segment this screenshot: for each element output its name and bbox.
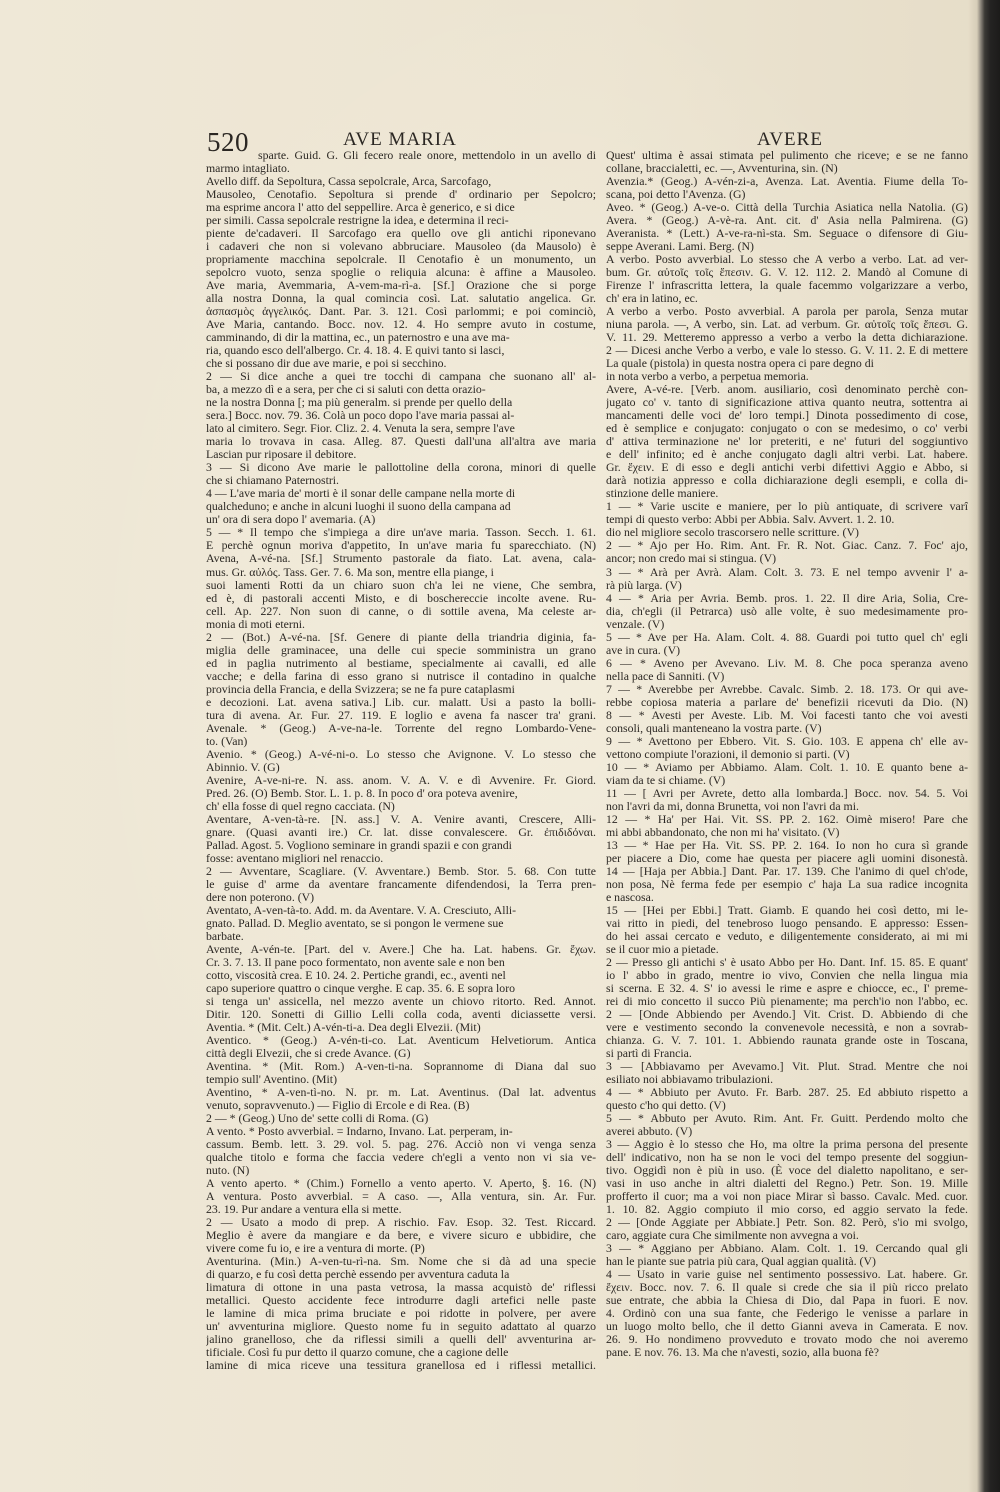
- left-column-line: [206, 722, 596, 735]
- text-line-content: sue entrate, che abbia la Chiesa di Dio, dal Papa in fuori. E nov.: [606, 1293, 968, 1308]
- text-line-content: Averanista. * (Lett.) A-ve-ra-nì-sta. Sm. Seguace o difensore di Giu-: [606, 226, 968, 241]
- text-line-content: lamine di mica riceve una tessitura granellosa ed i riflessi metallici.: [206, 1358, 596, 1373]
- text-line-content: ed è semplice e conjugato: conjugato o con se medesimo, o co' verbi: [606, 421, 968, 436]
- right-column-line: [606, 683, 968, 696]
- text-line-content: 2 — Si dice anche a quei tre tocchi di campana che suonano all' al-: [206, 369, 596, 384]
- text-line-content: A verbo a verbo. Posto avverbial. A parola per parola, Senza mutar: [606, 304, 968, 319]
- text-line-content: Firenze l' infrascritta lettera, la quale facemmo volgarizzare a verbo,: [606, 278, 968, 293]
- text-line-content: A vento. * Posto avverbial. = Indarno, Invano. Lat. perperam, in-: [206, 1124, 513, 1139]
- text-line-content: non posa, Nè ferma fede per esempio c' haja La sua radice incognita: [606, 876, 968, 891]
- text-line-content: consoli, quali manteneano la vostra parte. (V): [606, 720, 822, 735]
- text-line-content: città degli Elvezii, che si crede Avance. (G): [206, 1046, 411, 1061]
- right-running-head: AVERE: [757, 129, 823, 150]
- text-line-content: nella pace di Sanniti. (V): [606, 668, 725, 683]
- left-column-line: [206, 709, 596, 722]
- text-line-content: capo superiore quattro o cinque verghe. E cap. 35. 6. E sopra loro: [206, 981, 516, 995]
- text-line-content: d' attiva terminazione ne' lor preteriti, e ne' futuri del soggiuntivo: [606, 434, 968, 449]
- text-line-content: non l'avri da mi, donna Brunetta, voi non l'avri da mi.: [606, 798, 859, 813]
- text-line-content: 4 — Usato in varie guise nel sentimento possessivo. Lat. habere. Gr.: [606, 1267, 968, 1282]
- text-line-content: qualche titolo e forma che faccia vedere ch'egli a vento non vi sia ve-: [206, 1150, 596, 1165]
- text-line-content: Abinnio. V. (G): [206, 759, 280, 774]
- text-line-content: tificiale. Così fu pur detto il quarzo comune, che a cagione delle: [206, 1345, 509, 1360]
- text-line-content: si partì di Francia.: [606, 1046, 692, 1061]
- text-line-content: Mausoleo, Cenotafio. Sepoltura si prende d' ordinario per Sepolcro;: [206, 187, 596, 202]
- text-line-content: pane. E nov. 76. 13. Ma che n'avesti, sozio, alla buona fè?: [606, 1345, 879, 1360]
- text-line-content: collane, braccialetti, ec. —, Avventurina, sin. (N): [606, 161, 838, 176]
- left-text-column: [206, 149, 596, 1372]
- text-line-content: e dell' infinito; ed è anche conjugato dagli altri verbi. Lat. habere.: [606, 447, 968, 462]
- text-line-content: profferto il cuor; ma a voi non piace Mirar sì basso. Cavalc. Med. cuor.: [606, 1189, 968, 1204]
- text-line-content: dio nel migliore secolo trascorsero nelle scritture. (V): [606, 525, 859, 540]
- right-column-line: [606, 930, 968, 943]
- left-column-line: [206, 670, 596, 683]
- text-line-content: barbate.: [206, 928, 244, 943]
- text-line-content: Aventurina. (Min.) A-ven-tu-rì-na. Sm. Nome che si dà ad una specie: [206, 1254, 596, 1269]
- text-line-content: Aventino, * A-ven-tì-no. N. pr. m. Lat. Aventinus. (Dal lat. adventus: [206, 1085, 596, 1100]
- text-line-content: Aventina. * (Mit. Rom.) A-ven-ti-na. Soprannome di Diana dal suo: [206, 1059, 596, 1074]
- text-line-content: mi abbi abbandonato, che non mi ha' visitato. (V): [606, 824, 840, 839]
- text-line-content: bum. Gr. αὐτοῖς τοῖς ἔπεσιν. G. V. 12. 112. 2. Mandò al Comune di: [606, 265, 968, 280]
- text-line-content: marmo intagliato.: [206, 161, 290, 176]
- text-line-content: Avenzia.* (Geog.) A-vén-zi-a, Avenza. Lat. Aventia. Fiume della To-: [606, 174, 968, 189]
- text-line-content: un' ora di sera dopo l' avemaria. (A): [206, 512, 376, 527]
- text-line-content: Cr. 3. 7. 13. Il pane poco formentato, non avente sale e non ben: [206, 954, 505, 969]
- text-line-content: cassum. Bemb. lett. 3. 29. vol. 5. pag. 276. Acciò non vi venga senza: [206, 1137, 596, 1152]
- text-line-content: cell. Ap. 227. Non suon di canne, o di sottile avena, Ma celeste ar-: [206, 603, 596, 618]
- page-number: 520: [207, 127, 249, 157]
- left-column-line: [206, 748, 596, 761]
- left-column-line: [206, 904, 596, 917]
- left-column-line: [206, 761, 596, 774]
- text-line-content: ch' era in latino, ec.: [606, 291, 698, 306]
- text-line-content: seppe Averani. Lami. Berg. (N): [606, 239, 754, 254]
- text-line-content: ἀσπασμὸς ἀγγελικός. Dant. Par. 3. 121. Così parlommi; e poi cominciò,: [206, 304, 596, 319]
- left-column-line: [206, 579, 596, 592]
- left-column-line: [206, 852, 596, 865]
- text-line-content: monia di moti eterni.: [206, 616, 305, 631]
- text-line-content: 4 — * Abbiuto per Avuto. Fr. Barb. 287. 25. Ed abbiuto rispetto a: [606, 1085, 968, 1100]
- text-line-content: sera.] Bocc. nov. 79. 36. Colà un poco dopo l'ave maria passai al-: [206, 408, 515, 423]
- text-line-content: cotto, viscosità crea. E 10. 24. 2. Pertiche grandi, ec., aventi nel: [206, 967, 506, 982]
- text-line-content: 2 — (Bot.) A-vé-na. [Sf. Genere di piante della triandria diginia, fa-: [206, 629, 596, 644]
- right-column-line: [606, 787, 968, 800]
- left-column-line: [206, 605, 596, 618]
- right-column-line: [606, 592, 968, 605]
- left-column-line: [206, 865, 596, 878]
- text-line-content: han le piante sue patria più cara, Qual aggian qualità. (V): [606, 1254, 876, 1269]
- text-line-content: dell' indicativo, non ha se non le voci del tempo presente del soggiun-: [606, 1150, 968, 1165]
- text-line-content: in nota verbo a verbo, a perpetua memoria.: [606, 369, 809, 384]
- text-line-content: 3 — * Arà per Avrà. Alam. Colt. 3. 73. E nel tempo avvenir l' a-: [606, 564, 968, 579]
- text-line-content: vai ritto in piedi, del tenebroso luogo pensando. E appresso: Essen-: [606, 915, 968, 930]
- text-line-content: venuto, sopravvenuto.) — Figlio di Ercole e di Rea. (B): [206, 1098, 470, 1113]
- text-line-content: vivere come fu io, e ire a ventura di morte. (P): [206, 1241, 425, 1256]
- text-line-content: camminando, di dir la mattina, ec., un paternostro e una ave ma-: [206, 330, 510, 345]
- left-column-line: [206, 826, 596, 839]
- text-line-content: esiliato noi abbiavamo tribulazioni.: [606, 1072, 774, 1087]
- text-line-content: Avente, A-vén-te. [Part. del v. Avere.] Che ha. Lat. habens. Gr. ἔχων.: [206, 941, 596, 956]
- right-text-column: [606, 149, 968, 1359]
- text-line-content: 14 — [Haja per Abbia.] Dant. Par. 17. 139. Che l'animo di quel ch'ode,: [606, 863, 968, 878]
- text-line-content: dere non poterono. (V): [206, 889, 315, 904]
- text-line-content: 12 — * Ha' per Hai. Vit. SS. PP. 2. 162. Oimè misero! Pare che: [606, 811, 968, 826]
- text-line-content: A verbo. Posto avverbial. Lo stesso che A verbo a verbo. Lat. ad ver-: [606, 252, 968, 267]
- text-line-content: tempio sull' Aventino. (Mit): [206, 1072, 338, 1087]
- text-line-content: Aveo. * (Geog.) A-ve-o. Città della Turchia Asiatica nella Natolia. (G): [606, 200, 968, 215]
- text-line-content: 9 — * Avettono per Ebbero. Vit. S. Gio. 103. E appena ch' elle av-: [606, 733, 968, 748]
- right-column-line: [606, 605, 968, 618]
- text-line-content: jugato co' v. tanto di significazione attiva quanto neutra, sottentra ai: [606, 395, 968, 410]
- left-column-line: [206, 657, 596, 670]
- text-line-content: 1. 10. 82. Aggio compiuto il mio corso, ed aggio servato la fede.: [606, 1202, 968, 1217]
- left-column-line: [206, 800, 596, 813]
- left-column-line: [206, 839, 596, 852]
- text-line-content: propriamente macchina sepolcrale. Il Cenotafio è un monumento, un: [206, 252, 596, 267]
- text-line-content: per piacere a Dio, come hae questa per piacere agli uomini disonestà.: [606, 850, 968, 865]
- text-line-content: 11 — [ Avri per Avrete, detto alla lombarda.] Bocc. nov. 54. 5. Voi: [606, 785, 968, 800]
- text-line-content: qualcheduno; e anche in alcuni luoghi il suono della campana ad: [206, 499, 511, 514]
- right-column-line: [606, 761, 968, 774]
- text-line-content: vacche; e della farina di esso grano si nutrisce il contadino in qualche: [206, 668, 596, 683]
- text-line-content: chianza. G. V. 7. 101. 1. Abbiendo raunata grande oste in Toscana,: [606, 1033, 968, 1048]
- text-line-content: rebbe copiosa materia a parlare de' benefizii ricevuti da Dio. (N): [606, 694, 968, 709]
- text-line-content: 2 — Dicesi anche Verbo a verbo, e vale lo stesso. G. V. 11. 2. E di mettere: [606, 343, 968, 358]
- text-line-content: 3 — * Aggiano per Abbiano. Alam. Colt. 1. 19. Cercando qual gli: [606, 1241, 968, 1256]
- left-column-line: [206, 631, 596, 644]
- left-column-line: [206, 891, 596, 904]
- text-line-content: do hei assai cercato e veduto, e diligentemente considerato, ai mi mi: [606, 928, 968, 943]
- text-line-content: 1 — * Varie uscite e maniere, per lo più antiquate, di scrivere varî: [606, 499, 968, 514]
- left-column-line: [206, 1151, 596, 1164]
- text-line-content: tivo. Oggidì non è più in uso. (È voce del dialetto napolitano, e ser-: [606, 1163, 968, 1178]
- text-line-content: e nascosa.: [606, 889, 654, 904]
- text-line-content: tempi di questo verbo: Abbi per Abbia. Salv. Avvert. 1. 2. 10.: [606, 512, 895, 527]
- text-line-content: 4 — * Aria per Avria. Bemb. pros. 1. 22. Il dire Aria, Solia, Cre-: [606, 590, 968, 605]
- text-line-content: questo c'ho qui detto. (V): [606, 1098, 726, 1113]
- right-column-line: [606, 579, 968, 592]
- right-column-line: [606, 631, 968, 644]
- text-line-content: A ventura. Posto avverbial. = A caso. —, Alla ventura, sin. Ar. Fur.: [206, 1189, 596, 1204]
- right-column-line: [606, 904, 968, 917]
- text-line-content: niuna parola. —, A verbo, sin. Lat. ad verbum. Gr. αὐτοῖς τοῖς ἔπεσι. G.: [606, 317, 968, 332]
- text-line-content: 3 — Si dicono Ave marie le pallottoline della corona, minori di quelle: [206, 460, 596, 475]
- text-line-content: Avere, A-vé-re. [Verb. anom. ausiliario, così denominato perchè con-: [606, 382, 968, 397]
- text-line-content: caro, aggiate cura Che similmente non avvegna a voi.: [606, 1228, 859, 1243]
- text-line-content: Avello diff. da Sepoltura, Cassa sepolcrale, Arca, Sarcofago,: [206, 174, 492, 189]
- right-column-line: [606, 735, 968, 748]
- right-column-line: [606, 709, 968, 722]
- text-line-content: di quarzo, e fu così detta perchè essendo per avventura caduta la: [206, 1267, 510, 1282]
- text-line-content: 5 — * Ave per Ha. Alam. Colt. 4. 88. Guardi poi tutto quel ch' egli: [606, 629, 968, 644]
- right-column-line: [606, 839, 968, 852]
- text-line-content: si tenga un' assicella, nel mezzo avente un chiovo ritorto. Red. Annot.: [206, 994, 596, 1009]
- text-line-content: ancor; non credo mai si stingua. (V): [606, 551, 777, 566]
- left-column-line: [206, 618, 596, 631]
- text-line-content: maria lo trovava in casa. Alleg. 87. Questi dall'una all'altra ave maria: [206, 434, 596, 449]
- left-column-line: [206, 1359, 596, 1372]
- text-line-content: Pallad. Agost. 5. Vogliono seminare in grandi spazii e con grandi: [206, 837, 512, 852]
- text-line-content: jalino granelloso, che da riflessi simili a quelli dell' avventurina ar-: [206, 1332, 596, 1347]
- text-line-content: metallici. Questo accidente fece introdurre dagli artefici nelle paste: [206, 1293, 596, 1308]
- text-line-content: stinzione delle maniere.: [606, 486, 719, 501]
- text-line-content: 26. 9. Ho nondimeno provveduto e trovato modo che noi averemo: [606, 1332, 968, 1347]
- text-line-content: vere e vestimento secondo la convenevole necessità, e non a sovrab-: [606, 1020, 968, 1035]
- page-binding-shadow: [968, 0, 1000, 1492]
- text-line-content: ed in paglia nutrimento al bestiame, specialmente ai cavalli, ed alle: [206, 655, 596, 670]
- text-line-content: 5 — * Abbuto per Avuto. Rim. Ant. Fr. Guitt. Perdendo molto che: [606, 1111, 968, 1126]
- text-line-content: mus. Gr. αὐλός. Tass. Ger. 7. 6. Ma son, mentre ella piange, i: [206, 564, 494, 579]
- text-line-content: un luogo molto bello, che il detto Gianni aveva in Camerata. E nov.: [606, 1319, 968, 1334]
- text-line-content: Pred. 26. (O) Bemb. Stor. L. 1. p. 8. In poco d' ora poteva avenire,: [206, 785, 518, 800]
- right-column-line: [606, 1346, 968, 1359]
- text-line-content: 7 — * Averebbe per Avrebbe. Cavalc. Simb. 2. 18. 173. Or qui ave-: [606, 681, 968, 696]
- text-line-content: 13 — * Hae per Ha. Vit. SS. PP. 2. 164. Io non ho cura sì grande: [606, 837, 968, 852]
- text-line-content: ba, a mezzo dì e a sera, per che ci si saluti con detta orazio-: [206, 382, 486, 397]
- text-line-content: che si possano dir due ave marie, e poi si secchino.: [206, 356, 447, 371]
- text-line-content: 8 — * Avesti per Aveste. Lib. M. Voi facesti tanto che voi avesti: [606, 707, 968, 722]
- right-column-line: [606, 891, 968, 904]
- text-line-content: E perchè ognun moriva d'appetito, In un'ave maria fu sparecchiato. (N): [206, 538, 596, 553]
- text-line-content: ave in cura. (V): [606, 642, 681, 657]
- text-line-content: V. 11. 29. Metteremo appresso a verbo a verbo la detta dichiarazione.: [606, 330, 968, 345]
- text-line-content: ma esprime ancora l' atto del seppellire. Arca è generico, e si dice: [206, 200, 515, 215]
- text-line-content: 2 — Avventare, Scagliare. (V. Avventare.) Bemb. Stor. 5. 68. Con tutte: [206, 863, 596, 878]
- right-column-line: [606, 800, 968, 813]
- text-line-content: Avenio. * (Geog.) A-vé-ni-o. Lo stesso che Avignone. V. Lo stesso che: [206, 746, 596, 761]
- text-line-content: io l' abbo in grado, mentre io vivo, Convien che nella lingua mia: [606, 967, 968, 982]
- right-column-line: [606, 566, 968, 579]
- left-column-line: [206, 566, 596, 579]
- text-line-content: ne la nostra Donna [; ma più generalm. si prende per quello della: [206, 395, 513, 410]
- right-column-line: [606, 774, 968, 787]
- left-column-line: [206, 878, 596, 891]
- left-column-line: [206, 592, 596, 605]
- left-column-line: [206, 696, 596, 709]
- text-line-content: Meglio è avere da mangiare e da bere, e vivere sicuro e ubbidire, che: [206, 1228, 596, 1243]
- text-line-content: 6 — * Aveno per Avevano. Liv. M. 8. Che poca speranza aveno: [606, 655, 968, 670]
- text-line-content: 2 — Presso gli antichi s' è usato Abbo per Ho. Dant. Inf. 15. 85. E quant': [606, 954, 968, 969]
- text-line-content: limatura di ottone in una pasta vetrosa, la massa acquistò de' riflessi: [206, 1280, 596, 1295]
- text-line-content: Aventia. * (Mit. Celt.) A-vén-ti-a. Dea degli Elvezii. (Mit): [206, 1020, 481, 1035]
- text-line-content: scana, poi detto l'Avenza. (G): [606, 187, 746, 202]
- left-column-line: [206, 644, 596, 657]
- text-line-content: venzale. (V): [606, 616, 665, 631]
- right-column-line: [606, 644, 968, 657]
- text-line-content: 3 — Aggio è lo stesso che Ho, ma oltre la prima persona del presente: [606, 1137, 968, 1152]
- text-line-content: gnare. (Quasi avanti ire.) Cr. lat. disse convalescere. Gr. ἐπιδιδόναι.: [206, 824, 596, 839]
- text-line-content: le lamine di mica prima bruciate e poi ridotte in polvere, per avere: [206, 1306, 596, 1321]
- text-line-content: 23. 19. Pur andare a ventura ella si mette.: [206, 1202, 402, 1217]
- text-line-content: sepolcro vuoto, senza spoglie o reliquia alcuna: è affine a Mausoleo.: [206, 265, 596, 280]
- left-column-line: [206, 787, 596, 800]
- left-column-line: [206, 917, 596, 930]
- text-line-content: vasi in uso anche in altri dialetti del Regno.) Petr. Son. 19. Mille: [606, 1176, 968, 1191]
- left-column-line: [206, 735, 596, 748]
- text-line-content: che si chiamano Paternostri.: [206, 473, 340, 488]
- text-line-content: ἔχειν. Bocc. nov. 7. 6. Il quale si crede che sia il più ricco prelato: [606, 1280, 968, 1295]
- text-line-content: 3 — [Abbiavamo per Avevamo.] Vit. Plut. Strad. Mentre che noi: [606, 1059, 968, 1074]
- text-line-content: alla nostra Donna, la qual comincia così. Lat. salutatio angelica. Gr.: [206, 291, 596, 306]
- text-line-content: rei di mio concetto il succo Più pienamente; ma perch'io non l'abbo, ec.: [606, 994, 968, 1009]
- text-line-content: le guise d' arme da aventare francamente difendendosi, la Terra pren-: [206, 876, 596, 891]
- text-line-content: per simili. Cassa sepolcrale restrigne la idea, e determina il reci-: [206, 213, 509, 228]
- right-column-line: [606, 552, 968, 565]
- text-line-content: Gr. ἔχειν. E di esso e degli antichi verbi difettivi Aggio e Abbo, si: [606, 460, 968, 475]
- text-line-content: un' avventurina migliore. Questo nome fu in seguito adattato al quarzo: [206, 1319, 596, 1334]
- text-line-content: sparte. Guid. G. Gli fecero reale onore, mettendolo in un avello di: [258, 149, 596, 162]
- right-column-line: [606, 748, 968, 761]
- text-line-content: gnato. Pallad. D. Meglio aventato, se si pongon le vermene sue: [206, 915, 504, 930]
- text-line-content: nuto. (N): [206, 1163, 250, 1178]
- text-line-content: si scerna. E 32. 4. S' io avessi le rime e aspre e chiocce, ec., I' preme-: [606, 981, 968, 995]
- text-line-content: Ditir. 120. Sonetti di Gillio Lelli colla coda, aventi diciassette versi.: [206, 1007, 596, 1022]
- text-line-content: 4 — L'ave maria de' morti è il sonar delle campane nella morte di: [206, 486, 516, 501]
- right-column-line: [606, 917, 968, 930]
- right-column-line: [606, 618, 968, 631]
- text-line-content: mancamenti delle voci de' loro tempi.] Dinota possedimento di cose,: [606, 408, 968, 423]
- text-line-content: ed è, di pastorali accenti Misto, e di boschereccie incolte avene. Ru-: [206, 590, 596, 605]
- text-line-content: piente de'cadaveri. Il Sarcofago era quello ove gli antichi riponevano: [206, 226, 596, 241]
- text-line-content: 2 — Usato a modo di prep. A rischio. Fav. Esop. 32. Test. Riccard.: [206, 1215, 596, 1230]
- text-line-content: 15 — [Hei per Ebbi.] Tratt. Giamb. E quando hei così detto, mi le-: [606, 902, 968, 917]
- text-line-content: i cadaveri che non si volevano abbruciare. Mausoleo (da Mausolo) è: [206, 239, 596, 254]
- text-line-content: 2 — [Onde Abbiendo per Avendo.] Vit. Crist. D. Abbiendo di che: [606, 1007, 968, 1022]
- right-column-line: [606, 826, 968, 839]
- text-line-content: miglia delle graminacee, una delle cui specie somministra un grano: [206, 642, 596, 657]
- right-column-line: [606, 657, 968, 670]
- text-line-content: Aventico. * (Geog.) A-vén-ti-co. Lat. Aventicum Helvetiorum. Antica: [206, 1033, 596, 1048]
- left-running-head: AVE MARIA: [343, 129, 457, 150]
- text-line-content: Avera. * (Geog.) A-vè-ra. Ant. cit. d' Asia nella Palmirena. (G): [606, 213, 968, 228]
- text-line-content: 2 — * (Geog.) Uno de' sette colli di Roma. (G): [206, 1111, 429, 1126]
- text-line-content: La quale (pistola) in questa nostra opera ci pare degno di: [606, 356, 874, 371]
- text-line-content: 5 — * Il tempo che s'impiega a dire un'ave maria. Tasson. Secch. 1. 61.: [206, 525, 596, 540]
- text-line-content: Ave maria, Avemmaria, A-vem-ma-rì-a. [Sf.] Orazione che si porge: [206, 278, 596, 293]
- text-line-content: Quest' ultima è assai stimata pel pulimento che riceve; e se ne fanno: [606, 149, 968, 162]
- text-line-content: viam da te si chiame. (V): [606, 772, 726, 787]
- text-line-content: fosse: aventano migliori nel renaccio.: [206, 850, 384, 865]
- text-line-content: A vento aperto. * (Chim.) Fornello a vento aperto. V. Aperto, §. 16. (N): [206, 1176, 596, 1191]
- left-column-line: [206, 552, 596, 565]
- text-line-content: se il cuor mio a pietade.: [606, 941, 719, 956]
- right-column-line: [606, 696, 968, 709]
- text-line-content: Avenale. * (Geog.) A-ve-na-le. Torrente del regno Lombardo-Vene-: [206, 720, 596, 735]
- text-line-content: Aventare, A-ven-tà-re. [N. ass.] V. A. Venire avanti, Crescere, Alli-: [206, 811, 596, 826]
- text-line-content: averei abbuto. (V): [606, 1124, 693, 1139]
- text-line-content: 4. Ordinò con una sua fante, che Federigo le venisse a parlare in: [606, 1306, 968, 1321]
- left-column-line: [206, 683, 596, 696]
- left-column-line: [206, 813, 596, 826]
- text-line-content: Lascian pur riposare il debitore.: [206, 447, 357, 462]
- text-line-content: to. (Van): [206, 733, 248, 748]
- text-line-content: Avena, A-vé-na. [Sf.] Strumento pastorale da fiato. Lat. avena, cala-: [206, 551, 596, 566]
- text-line-content: Ave Maria, cantando. Bocc. nov. 12. 4. Ho sempre avuto in costume,: [206, 317, 596, 332]
- text-line-content: ch' ella fosse di quel regno cacciata. (N): [206, 798, 395, 813]
- text-line-content: 10 — * Aviamo per Abbiamo. Alam. Colt. 1. 10. E quanto bene a-: [606, 759, 968, 774]
- right-column-line: [606, 878, 968, 891]
- text-line-content: provincia della Francia, e della Svizzera; se ne fa pure cataplasmi: [206, 681, 515, 696]
- text-line-content: dia, ch'egli (il Petrarca) usò alle volte, è suo medesimamente pro-: [606, 603, 968, 618]
- text-line-content: 2 — [Onde Aggiate per Abbiate.] Petr. Son. 82. Però, s'io mi svolgo,: [606, 1215, 968, 1230]
- right-column-line: [606, 852, 968, 865]
- text-line-content: vettono compiute l'orazioni, il demonio si parti. (V): [606, 746, 850, 761]
- right-column-line: [606, 813, 968, 826]
- text-line-content: ria, quando esco dell'albergo. Cr. 4. 18. 4. E quivi tanto si lasci,: [206, 343, 505, 358]
- text-line-content: Aventato, A-ven-tà-to. Add. m. da Aventare. V. A. Cresciuto, Alli-: [206, 902, 517, 917]
- text-line-content: rà più larga. (V): [606, 577, 682, 592]
- right-column-line: [606, 722, 968, 735]
- text-line-content: e decozioni. Lat. avena sativa.] Lib. cur. malatt. Usi a pasto la bolli-: [206, 694, 596, 709]
- text-line-content: suoi lamenti Rotti da un chiaro suon ch'a lei ne viene, Che sembra,: [206, 577, 596, 592]
- right-column-line: [606, 865, 968, 878]
- right-column-line: [606, 670, 968, 683]
- text-line-content: 2 — * Ajo per Ho. Rim. Ant. Fr. R. Not. Giac. Canz. 7. Foc' ajo,: [606, 538, 968, 553]
- text-line-content: Avenire, A-ve-ni-re. N. ass. anom. V. A. V. e dì Avvenire. Fr. Giord.: [206, 772, 596, 787]
- text-line-content: lato al cimitero. Segr. Fior. Cliz. 2. 4. Venuta la sera, sempre l'ave: [206, 421, 515, 436]
- text-line-content: darà notizia appresso e colla dichiarazione degli esempli, e colla di-: [606, 473, 968, 488]
- left-column-line: [206, 774, 596, 787]
- left-column-line: [206, 930, 596, 943]
- text-line-content: tura di avena. Ar. Fur. 27. 119. E loglio e avena fa nascer tra' grani.: [206, 707, 596, 722]
